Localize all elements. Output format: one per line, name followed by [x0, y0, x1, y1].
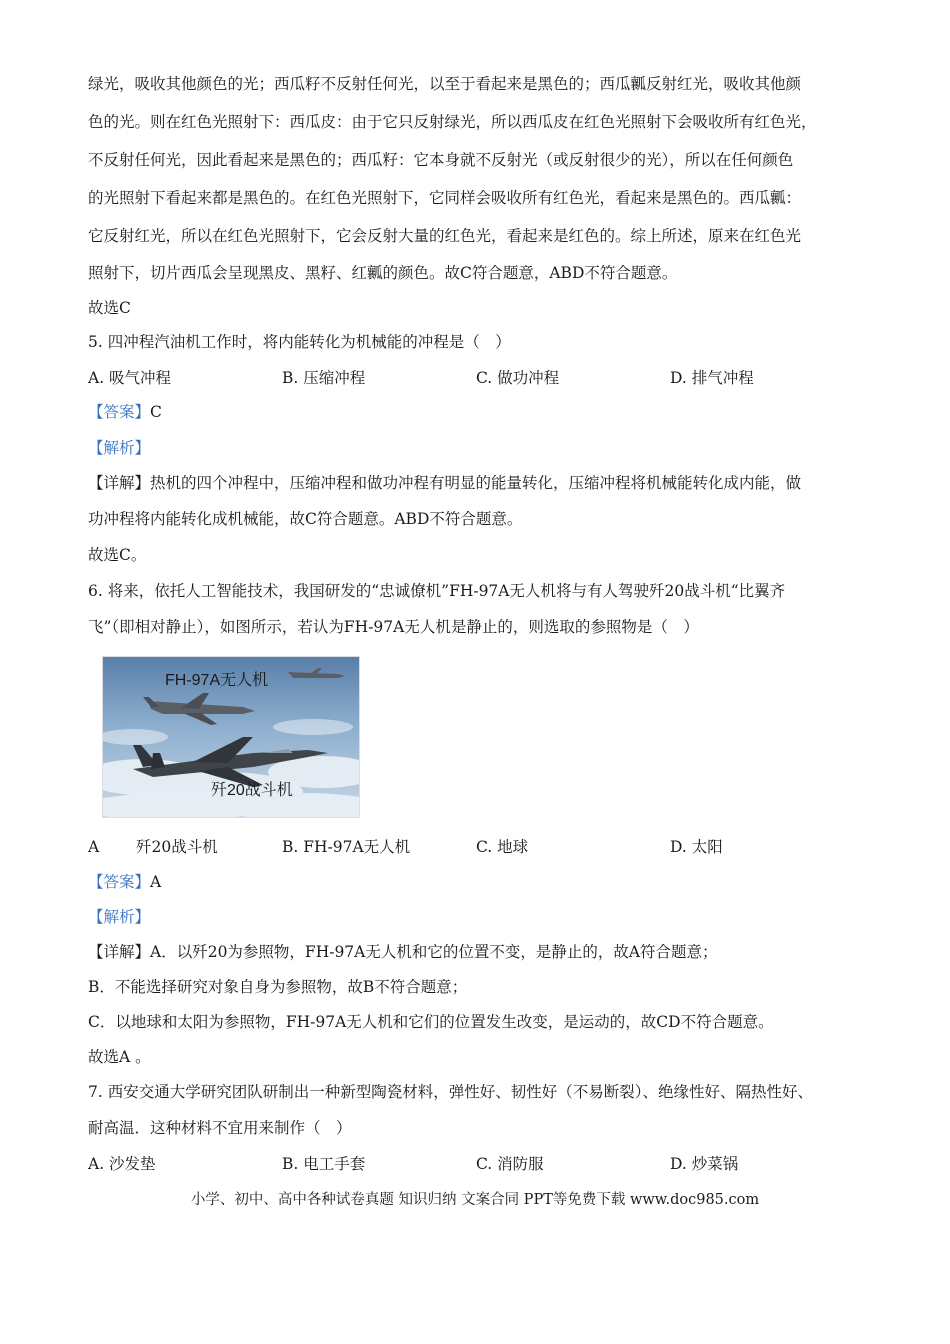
q6-option-b: B. FH-97A无人机	[282, 838, 411, 856]
answer-tag: 【答案】	[88, 403, 151, 421]
paragraph-line: 照射下，切片西瓜会呈现黑皮、黑籽、红瓤的颜色。故C符合题意，ABD不符合题意。	[88, 264, 678, 282]
q6-option-c: C. 地球	[476, 838, 529, 856]
detail-tag: 【详解】	[88, 474, 151, 492]
answer-value: A	[150, 873, 162, 891]
page-footer: 小学、初中、高中各种试卷真题 知识归纳 文案合同 PPT等免费下载 www.doc985.com	[190, 1192, 760, 1208]
q7-option-d: D. 炒菜锅	[670, 1155, 739, 1173]
figure-label-fighter: 歼20战斗机	[211, 782, 293, 799]
paragraph-line: 不反射任何光，因此看起来是黑色的；西瓜籽：它本身就不反射光（或反射很少的光），所以在任何颜色	[88, 151, 794, 169]
q7-stem: 7. 西安交通大学研究团队研制出一种新型陶瓷材料，弹性好、韧性好（不易断裂）、绝缘性好、隔热性好、	[88, 1083, 813, 1101]
q7-option-a: A. 沙发垫	[88, 1155, 156, 1173]
figure-label-drone: FH-97A无人机	[165, 672, 269, 689]
q5-option-d: D. 排气冲程	[670, 369, 754, 387]
paragraph-line: 的光照射下看起来都是黑色的。在红色光照射下，它同样会吸收所有红色光，看起来是黑色的。西瓜瓤：	[88, 189, 802, 207]
q6-analysis	[88, 906, 868, 928]
q6-detail	[88, 941, 868, 963]
q5-option-a: A. 吸气冲程	[88, 369, 172, 387]
q5-option-b: B. 压缩冲程	[282, 369, 366, 387]
q7-option-c: C. 消防服	[476, 1155, 544, 1173]
paragraph-line: 它反射红光，所以在红色光照射下，它会反射大量的红色光，看起来是红色的。综上所述，原来在红色光	[88, 227, 802, 245]
answer-tag: 【答案】	[88, 873, 151, 891]
q6-detail-line: B．不能选择研究对象自身为参照物，故B不符合题意；	[88, 978, 468, 996]
q7-option-b: B. 电工手套	[282, 1155, 366, 1173]
detail-text: 热机的四个冲程中，压缩冲程和做功冲程有明显的能量转化，压缩冲程将机械能转化成内能，做	[150, 474, 802, 492]
q6-conclusion: 故选A 。	[88, 1048, 151, 1066]
q5-answer	[88, 401, 868, 423]
q6-stem-line: 飞”（即相对静止），如图所示，若认为FH-97A无人机是静止的，则选取的参照物是（ ）	[88, 618, 699, 636]
q6-option-d: D. 太阳	[670, 838, 723, 856]
paragraph-line: 绿光，吸收其他颜色的光；西瓜籽不反射任何光，以至于看起来是黑色的；西瓜瓤反射红光，吸收其他颜	[88, 75, 802, 93]
analysis-tag: 【解析】	[88, 439, 151, 457]
q6-detail-line: C．以地球和太阳为参照物，FH-97A无人机和它们的位置发生改变，是运动的，故CD不符合题意。	[88, 1013, 774, 1031]
q5-stem: 5. 四冲程汽油机工作时，将内能转化为机械能的冲程是（ ）	[88, 333, 511, 351]
q5-analysis	[88, 437, 868, 459]
q6-option-a-text: 歼20战斗机	[136, 838, 218, 856]
paragraph-line: 色的光。则在红色光照射下：西瓜皮：由于它只反射绿光，所以西瓜皮在红色光照射下会吸收所有红色光，	[88, 113, 817, 131]
q7-stem-line: 耐高温．这种材料不宜用来制作（ ）	[88, 1119, 352, 1137]
jet-formation-figure	[102, 656, 360, 818]
q6-answer	[88, 871, 868, 893]
detail-text: A．以歼20为参照物，FH-97A无人机和它的位置不变，是静止的，故A符合题意；	[150, 943, 718, 961]
q6-option-a-letter: A	[88, 838, 100, 856]
answer-value: C	[150, 403, 162, 421]
analysis-tag: 【解析】	[88, 908, 151, 926]
sky-illustration	[103, 657, 359, 817]
q5-conclusion: 故选C。	[88, 546, 147, 564]
detail-tag: 【详解】	[88, 943, 151, 961]
q6-stem: 6. 将来，依托人工智能技术，我国研发的“忠诚僚机”FH-97A无人机将与有人驾驶歼20战斗机“比翼齐	[88, 582, 786, 600]
q5-detail	[88, 472, 868, 494]
q5-option-c: C. 做功冲程	[476, 369, 560, 387]
q5-detail-line: 功冲程将内能转化成机械能，故C符合题意。ABD不符合题意。	[88, 510, 523, 528]
q4-conclusion: 故选C	[88, 299, 131, 317]
